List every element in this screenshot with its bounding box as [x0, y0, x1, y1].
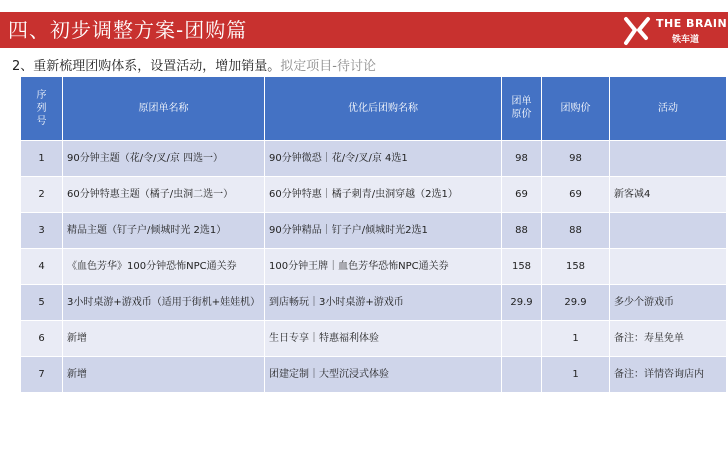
cell-index: 3: [21, 213, 63, 249]
cell-activity: [610, 141, 727, 177]
cell-original-name: 新增: [63, 357, 265, 393]
cell-original-name: 精品主题（钉子户/倾城时光 2选1）: [63, 213, 265, 249]
column-header-optimized-name: 优化后团购名称: [265, 77, 502, 141]
table-row: [21, 285, 727, 321]
cell-optimized-name: 生日专享｜特惠福利体验: [265, 321, 502, 357]
cell-index: 6: [21, 321, 63, 357]
brand-logo-icon: [622, 16, 652, 46]
cell-original-price: 88: [502, 213, 542, 249]
cell-optimized-name: 90分钟微恐｜花/令/叉/京 4选1: [265, 141, 502, 177]
table-row: [21, 249, 727, 285]
cell-original-name: 3小时桌游+游戏币（适用于街机+娃娃机）: [63, 285, 265, 321]
table-row: [21, 213, 727, 249]
cell-group-price: 29.9: [542, 285, 610, 321]
cell-activity: 新客减4: [610, 177, 727, 213]
table-row: [21, 177, 727, 213]
column-header-original-price: 团单原价: [502, 77, 542, 141]
table-row: [21, 321, 727, 357]
cell-original-name: 新增: [63, 321, 265, 357]
section-subtitle: [12, 58, 376, 76]
page-title: 四、初步调整方案-团购篇: [8, 18, 248, 42]
cell-original-name: 90分钟主题（花/令/叉/京 四选一）: [63, 141, 265, 177]
cell-group-price: 1: [542, 321, 610, 357]
cell-original-price: 98: [502, 141, 542, 177]
cell-optimized-name: 到店畅玩｜3小时桌游+游戏币: [265, 285, 502, 321]
cell-group-price: 1: [542, 357, 610, 393]
cell-original-price: [502, 357, 542, 393]
cell-activity: [610, 213, 727, 249]
cell-activity: 备注：寿星免单: [610, 321, 727, 357]
cell-original-price: 158: [502, 249, 542, 285]
brand-logo: [622, 14, 728, 46]
cell-optimized-name: 团建定制｜大型沉浸式体验: [265, 357, 502, 393]
cell-original-price: 29.9: [502, 285, 542, 321]
cell-original-price: [502, 321, 542, 357]
column-header-activity: 活动: [610, 77, 727, 141]
table-row: [21, 357, 727, 393]
cell-group-price: 98: [542, 141, 610, 177]
table-header-row: [21, 77, 727, 141]
cell-activity: 备注：详情咨询店内: [610, 357, 727, 393]
group-buy-table: [20, 76, 727, 393]
cell-original-name: 《血色芳华》100分钟恐怖NPC通关券: [63, 249, 265, 285]
cell-group-price: 88: [542, 213, 610, 249]
cell-activity: 多少个游戏币: [610, 285, 727, 321]
cell-group-price: 69: [542, 177, 610, 213]
cell-index: 4: [21, 249, 63, 285]
cell-original-price: 69: [502, 177, 542, 213]
cell-index: 5: [21, 285, 63, 321]
column-header-index: 序列号: [21, 77, 63, 141]
column-header-original-name: 原团单名称: [63, 77, 265, 141]
cell-index: 7: [21, 357, 63, 393]
table-row: [21, 141, 727, 177]
cell-original-name: 60分钟特惠主题（橘子/虫洞二选一）: [63, 177, 265, 213]
cell-optimized-name: 90分钟精品｜钉子户/倾城时光2选1: [265, 213, 502, 249]
subtitle-note: 拟定项目-待讨论: [280, 59, 376, 74]
brand-logo-text: THE BRAIN: [656, 17, 728, 30]
cell-optimized-name: 100分钟王牌｜血色芳华恐怖NPC通关券: [265, 249, 502, 285]
subtitle-main: 2、重新梳理团购体系，设置活动，增加销量。: [12, 59, 281, 74]
cell-optimized-name: 60分钟特惠｜橘子刺青/虫洞穿越（2选1）: [265, 177, 502, 213]
column-header-group-price: 团购价: [542, 77, 610, 141]
brand-logo-subtext: 铁车道: [672, 35, 700, 45]
cell-index: 2: [21, 177, 63, 213]
header-bar: [0, 12, 728, 48]
cell-index: 1: [21, 141, 63, 177]
cell-activity: [610, 249, 727, 285]
cell-group-price: 158: [542, 249, 610, 285]
